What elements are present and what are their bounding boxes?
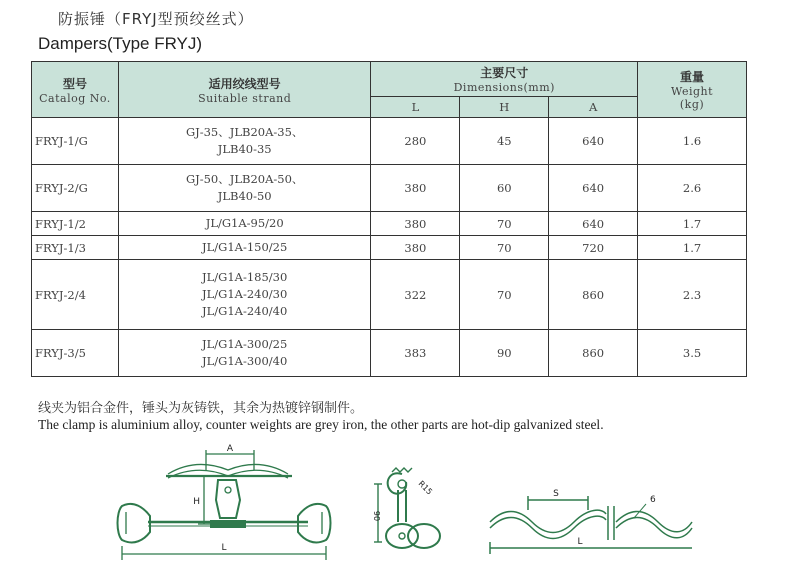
strand-line: JL/G1A-240/30 xyxy=(202,287,288,301)
strand-line: JL/G1A-300/25 xyxy=(202,337,288,351)
header-dimensions xyxy=(371,62,638,97)
header-weight-unit: (kg) xyxy=(679,98,705,111)
label-A: A xyxy=(226,444,234,454)
header-L: L xyxy=(371,97,460,118)
strand-line: JL/G1A-240/40 xyxy=(202,304,288,318)
label-S: S xyxy=(553,489,559,499)
cell-L: 322 xyxy=(371,260,460,330)
header-strand xyxy=(118,62,371,118)
header-weight-en: Weight xyxy=(671,85,714,98)
label-6: 6 xyxy=(650,495,656,505)
cell-strand xyxy=(118,260,371,330)
header-dim-en: Dimensions(mm) xyxy=(453,81,555,94)
header-strand-cn: 适用绞线型号 xyxy=(208,76,281,91)
cell-A: 860 xyxy=(549,260,638,330)
table-row xyxy=(32,330,747,377)
cell-weight: 3.5 xyxy=(638,330,747,377)
cell-strand xyxy=(118,118,371,165)
cell-L: 280 xyxy=(371,118,460,165)
cell-H: 70 xyxy=(460,212,549,236)
strand-line: JL/G1A-300/40 xyxy=(202,354,288,368)
spec-table xyxy=(31,61,747,377)
cell-catalog: FRYJ-1/2 xyxy=(32,212,119,236)
cell-weight: 1.6 xyxy=(638,118,747,165)
cell-weight: 1.7 xyxy=(638,236,747,260)
header-weight xyxy=(638,62,747,118)
table-row xyxy=(32,118,747,165)
cell-catalog: FRYJ-1/G xyxy=(32,118,119,165)
strand-line: JL/G1A-185/30 xyxy=(202,270,288,284)
cell-catalog: FRYJ-1/3 xyxy=(32,236,119,260)
label-90: 90 xyxy=(372,510,381,522)
cell-strand xyxy=(118,236,371,260)
header-strand-en: Suitable strand xyxy=(198,91,292,105)
label-R15: R15 xyxy=(416,479,435,497)
cell-strand xyxy=(118,212,371,236)
strand-line: JL/G1A-95/20 xyxy=(205,216,284,230)
strand-line: GJ-35、JLB20A-35、 xyxy=(185,125,304,139)
header-catalog-cn: 型号 xyxy=(62,76,87,91)
table-row xyxy=(32,212,747,236)
cell-catalog: FRYJ-3/5 xyxy=(32,330,119,377)
header-dim-cn: 主要尺寸 xyxy=(480,66,529,80)
strand-line: JLB40-50 xyxy=(217,189,272,203)
cell-A: 640 xyxy=(549,212,638,236)
damper-side-drawing xyxy=(362,462,462,562)
cell-L: 380 xyxy=(371,165,460,212)
cell-weight: 2.6 xyxy=(638,165,747,212)
cell-A: 640 xyxy=(549,118,638,165)
cell-strand xyxy=(118,330,371,377)
cell-H: 60 xyxy=(460,165,549,212)
cell-A: 860 xyxy=(549,330,638,377)
title-cn: 防振锤（FRYJ型预绞丝式） xyxy=(58,10,254,28)
header-catalog xyxy=(32,62,119,118)
strand-line: GJ-50、JLB20A-50、 xyxy=(185,172,304,186)
label-L: L xyxy=(221,543,227,553)
label-L-wire: L xyxy=(577,537,583,547)
cell-H: 45 xyxy=(460,118,549,165)
cell-A: 640 xyxy=(549,165,638,212)
damper-front-drawing xyxy=(108,440,340,566)
header-H: H xyxy=(460,97,549,118)
preformed-rod-drawing xyxy=(484,478,696,558)
header-catalog-en: Catalog No. xyxy=(39,91,111,105)
cell-catalog: FRYJ-2/G xyxy=(32,165,119,212)
strand-line: JL/G1A-150/25 xyxy=(202,240,288,254)
cell-A: 720 xyxy=(549,236,638,260)
label-H: H xyxy=(193,497,200,507)
header-weight-cn: 重量 xyxy=(680,70,705,84)
cell-weight: 1.7 xyxy=(638,212,747,236)
note-en: The clamp is aluminium alloy, counter weights are grey iron, the other parts are hot-dip galvanized steel. xyxy=(38,417,604,432)
strand-line: JLB40-35 xyxy=(217,142,272,156)
header-A: A xyxy=(549,97,638,118)
cell-H: 90 xyxy=(460,330,549,377)
cell-strand xyxy=(118,165,371,212)
cell-L: 380 xyxy=(371,236,460,260)
cell-H: 70 xyxy=(460,260,549,330)
cell-L: 380 xyxy=(371,212,460,236)
title-en: Dampers(Type FRYJ) xyxy=(38,34,203,53)
cell-weight: 2.3 xyxy=(638,260,747,330)
table-row xyxy=(32,260,747,330)
note-cn: 线夹为铝合金件，锤头为灰铸铁，其余为热镀锌钢制件。 xyxy=(38,401,364,416)
cell-H: 70 xyxy=(460,236,549,260)
cell-catalog: FRYJ-2/4 xyxy=(32,260,119,330)
table-row xyxy=(32,165,747,212)
cell-L: 383 xyxy=(371,330,460,377)
table-row xyxy=(32,236,747,260)
